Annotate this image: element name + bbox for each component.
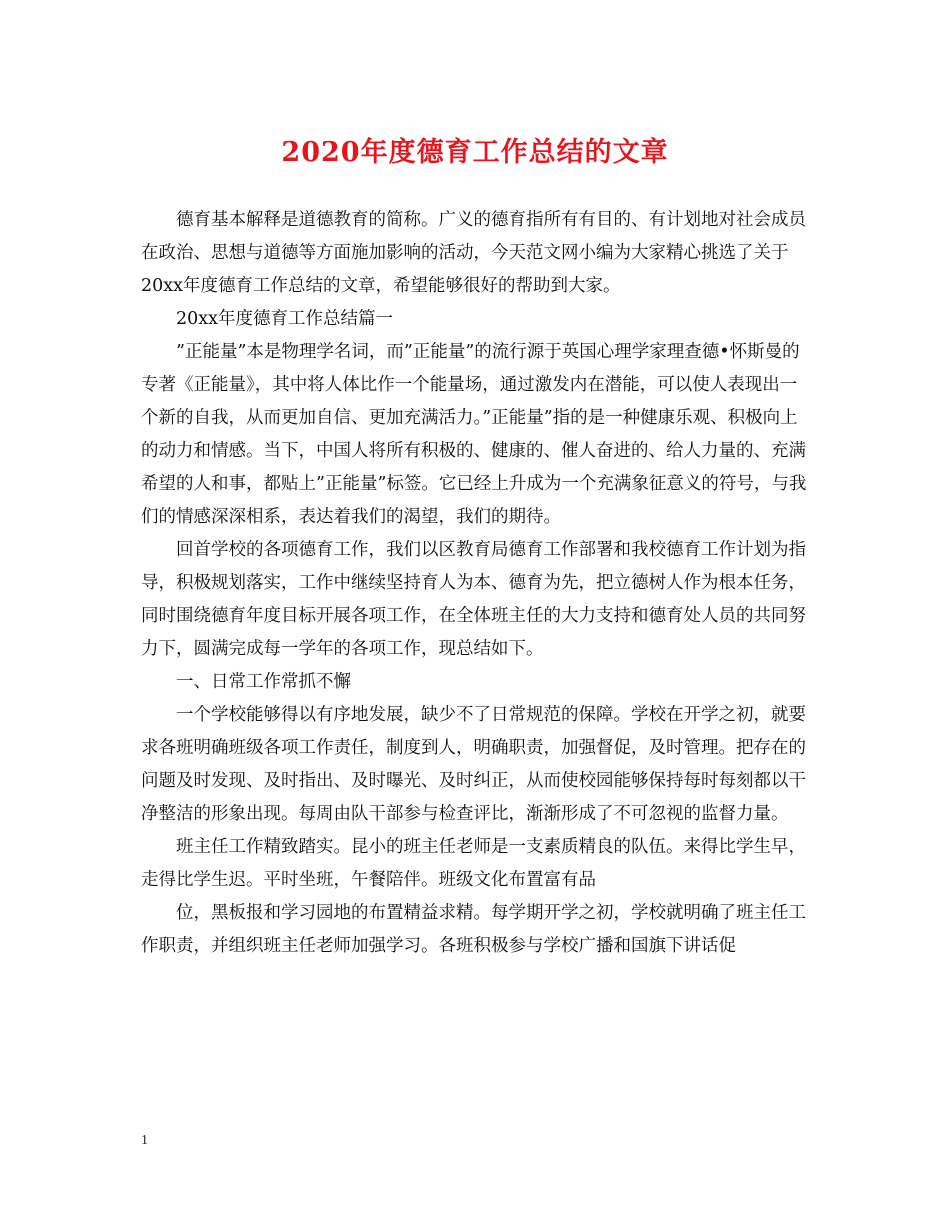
paragraph: 班主任工作精致踏实。昆小的班主任老师是一支素质精良的队伍。来得比学生早，走得比学生迟。平时坐班，午餐陪伴。班级文化布置富有品 [141,837,806,890]
document-title: 2020年度德育工作总结的文章 [281,137,669,168]
paragraph: 位，黑板报和学习园地的布置精益求精。每学期开学之初，学校就明确了班主任工作职责，并组织班主任老师加强学习。各班积极参与学校广播和国旗下讲话促 [141,903,806,956]
paragraph: 回首学校的各项德育工作，我们以区教育局德育工作部署和我校德育工作计划为指导，积极规划落实，工作中继续坚持育人为本、德育为先，把立德树人作为根本任务，同时围绕德育年度目标开展各项工作，在全体班主任的大力支持和德育处人员的共同努力下，圆满完成每一学年的各项工作，现总结如下。 [141,540,806,659]
page-number: 1 [141,1133,148,1148]
document-body [141,204,811,963]
paragraph: ”正能量”本是物理学名词，而”正能量”的流行源于英国心理学家理查德•怀斯曼的专著《正能量》，其中将人体比作一个能量场，通过激发内在潜能，可以使人表现出一个新的自我，从而更加自信、更加充满活力。”正能量”指的是一种健康乐观、积极向上的动力和情感。当下，中国人将所有积极的、健康的、催人奋进的、给人力量的、充满希望的人和事，都贴上”正能量”标签。它已经上升成为一个充满象征意义的符号，与我们的情感深深相系，表达着我们的渴望，我们的期待。 [141,342,807,527]
paragraph: 德育基本解释是道德教育的简称。广义的德育指所有有目的、有计划地对社会成员在政治、思想与道德等方面施加影响的活动，今天范文网小编为大家精心挑选了关于20xx年度德育工作总结的文章，希望能够很好的帮助到大家。 [141,210,806,296]
section-heading: 20xx年度德育工作总结篇一 [176,309,394,329]
paragraph: 一个学校能够得以有序地发展，缺少不了日常规范的保障。学校在开学之初，就要求各班明确班级各项工作责任，制度到人，明确职责，加强督促，及时管理。把存在的问题及时发现、及时指出、及时曝光、及时纠正，从而使校园能够保持每时每刻都以干净整洁的形象出现。每周由队干部参与检查评比，渐渐形成了不可忽视的监督力量。 [141,705,806,824]
section-heading: 一、日常工作常抓不懈 [176,672,351,692]
